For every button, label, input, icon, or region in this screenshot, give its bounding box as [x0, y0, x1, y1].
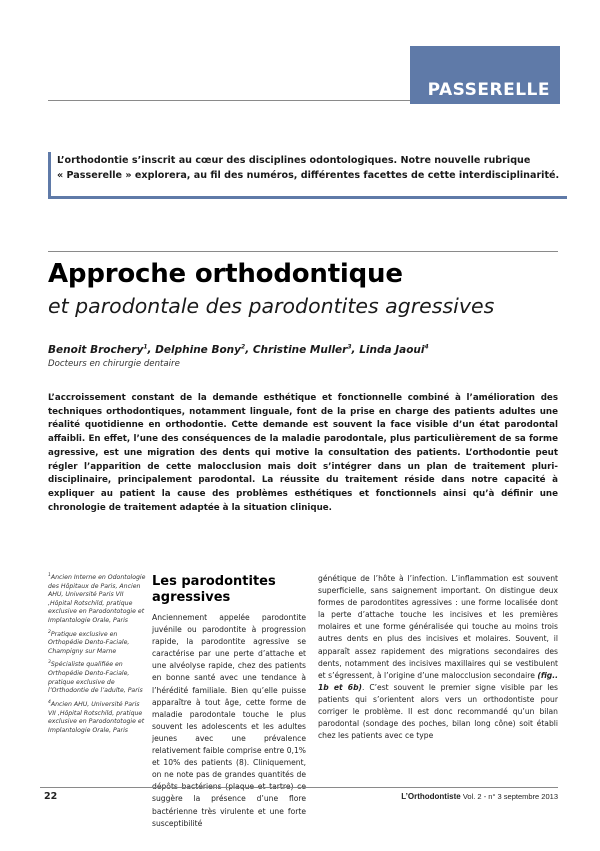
- author: Christine Muller$^3$: [252, 343, 352, 356]
- footnote: $^3$Spécialiste qualifiée en Orthopédie Dento-Faciale, pratique exclusive de l’Orthodontie de l’adulte, Paris: [48, 660, 143, 695]
- journal-info: [401, 792, 558, 801]
- author: Linda Jaoui$^4$: [359, 343, 429, 356]
- abstract: L’accroissement constant de la demande esthétique et fonctionnelle combiné à l’amélioration des techniques orthodontiques, notamment linguale, font de la prise en charge des patients adultes une réalité quotidienne en orthodontie. Cette demande est souvent la face visible d’un état parodontal affaibli. En effet, l’une des conséquences de la maladie parodontale, plus particulièrement de sa forme agressive, est une migration des dents qui motive la consultation des patients. L’orthodontie peut régler l’apparition de cette malocclusion mais doit s’intégrer dans un plan de traitement pluri-disciplinaire, principalement parodontal. La réussite du traitement réside dans notre capacité à expliquer au patient la cause des problèmes esthétiques et fonctionnels ainsi qu’à définir une chronologie de traitement adaptée à la situation clinique.: [48, 393, 558, 513]
- footer-rule: [40, 787, 558, 788]
- title-rule: [48, 251, 558, 252]
- footnote: $^1$Ancien Interne en Odontologie des Hôpitaux de Paris, Ancien AHU, Université Paris VII ,Hôpital Rotschild, pratique exclusive en Parodontotogie et Implantologie Orale, Paris: [48, 573, 146, 625]
- author-affiliation: Docteurs en chirurgie dentaire: [48, 359, 180, 369]
- journal-issue: Vol. 2 - n° 3 septembre 2013: [462, 792, 558, 801]
- author-ref: 1: [143, 343, 148, 350]
- header-rule: [48, 100, 410, 101]
- author-ref: 4: [424, 343, 429, 350]
- author-list: Benoit Brochery$^1$, Delphine Bony$^2$, Christine Muller$^3$, Linda Jaoui$^4$: [48, 343, 429, 356]
- journal-name: L’Orthodontiste: [401, 792, 461, 801]
- article-title: Approche orthodontique: [48, 259, 403, 289]
- body-column-2: [318, 573, 558, 742]
- author: Delphine Bony$^2$: [155, 343, 246, 356]
- section-heading: Les parodontites agressives: [152, 574, 276, 605]
- rubric-banner: [410, 46, 560, 104]
- author-ref: 3: [347, 343, 352, 350]
- body-column-1: [152, 574, 306, 830]
- body-paragraph: Anciennement appelée parodontite juvénile ou parodontite à progression rapide, la parodontite agressive se caractérise par une perte d’attache et une alvéolyse rapide, chez des patients en bonne santé avec une tendance à l’hérédité familiale. Bien qu’elle puisse apparaître à tout âge, cette forme de maladie parodontale touche le plus souvent les adolescents et les adultes jeunes avec une prévalence relativement faible comprise entre 0,1% et 10% des patients (8). Cliniquement, on ne note pas de grandes quantités de suggère la présence d’une flore bactérienne très virulente et une forte susceptibilité: [152, 613, 306, 828]
- footnote: $^2$Pratique exclusive en Orthopédie Dento-Faciale, Champigny sur Marne: [48, 629, 130, 655]
- intro-line-1: L’orthodontie s’inscrit au cœur des disciplines odontologiques. Notre nouvelle rubrique: [57, 155, 531, 166]
- footnotes: [48, 572, 146, 738]
- author-ref: 2: [241, 343, 246, 350]
- intro-callout: [48, 152, 567, 199]
- figure-reference: (fig.. 1b et 6b): [318, 670, 558, 692]
- intro-line-2: « Passerelle » explorera, au fil des numéros, différentes facettes de cette interdisciplinarité.: [57, 169, 560, 181]
- body-paragraph: génétique de l’hôte à l’infection. L’inflammation est souvent superficielle, sans saignement important. On distingue deux formes de parodontites agressives : une forme localisée dont la perte d’attache touche les incisives et les premières molaires et une forme généralisée qui touche au moins trois autres dents en plus des incisives et molaires. Souvent, il apparaît assez rapidement des migrations secondaires des dents, notamment des incisives maxillaires qui se vestibulent et s’égressent, à l’origine d’une malocclusion secondaire (fig.. 1b et 6b). C’est souvent le premier signe visible par les patients qui s’orientent alors vers un orthodontiste pour corriger le problème. Il est donc recommandé qu’un bilan parodontal (sondage des poches, bilan long cône) soit établi chez les patients avec ce type: [318, 574, 558, 741]
- rubric-label: PASSERELLE: [427, 80, 550, 100]
- page-number: 22: [44, 791, 58, 802]
- intro-text: [57, 154, 567, 183]
- footnote: $^4$Ancien AHU, Université Paris VII ,Hôpital Rotschild, pratique exclusive en Parodontotogie et Implantologie Orale, Paris: [48, 699, 145, 734]
- author: Benoit Brochery$^1$: [48, 343, 148, 356]
- article-subtitle: et parodontale des parodontites agressives: [48, 294, 495, 318]
